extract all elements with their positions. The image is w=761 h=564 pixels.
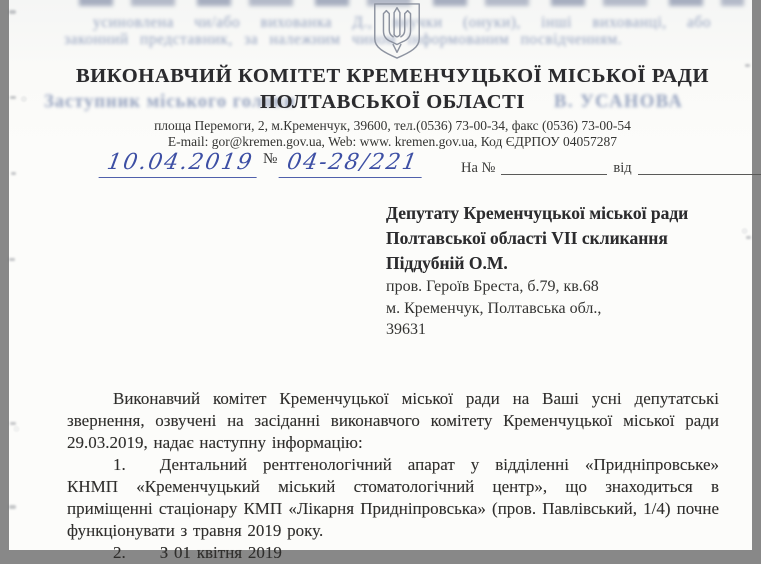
reply-reference-row <box>461 160 761 177</box>
item1-text: Дентальний рентгенологічний апарат у відділенні «Придніпровське» КНМП «Кременчуцький міський стоматологічний центр», що знаходиться в приміщенні стаціонару КМП «Лікарня Придніпровська» (пров. Павлівський, 1/4) почне функціонувати з травня 2019 року. <box>67 455 719 540</box>
recipient-block <box>386 201 731 341</box>
org-address-line: площа Перемоги, 2, м.Кременчук, 39600, тел.(0536) 73-00-34, факс (0536) 73-00-54 <box>154 118 631 133</box>
recipient-name: Піддубній О.М. <box>386 253 508 273</box>
item1-number: 1. <box>113 455 126 474</box>
recipient-street: пров. Героїв Бреста, б.79, кв.68 <box>386 278 599 295</box>
org-contact-line: E-mail: gor@kremen.gov.ua, Web: www. kremen.gov.ua, Код ЄДРПОУ 04057287 <box>167 133 618 149</box>
reply-date-blank <box>638 160 761 175</box>
outgoing-reference-row <box>101 150 424 178</box>
letterhead <box>21 63 761 149</box>
body-paragraph-intro: Виконавчий комітет Кременчуцької міської ради на Ваші усні депутатські звернення, озвучені на засіданні виконавчого комітету Кременчуцької міської ради 29.03.2019, надає наступну інформацію: <box>67 389 719 452</box>
letter-content <box>9 0 752 562</box>
bleedthrough-text-line: усиновлена чи/або вихованка Д., внучки (онуки), інші вихованці, або <box>93 14 712 31</box>
recipient-postal-code: 39631 <box>386 321 426 338</box>
bleedthrough-text-line: законний представник, за належним чином інформованим посвідченням. <box>64 31 623 48</box>
org-title-line1: ВИКОНАВЧИЙ КОМІТЕТ КРЕМЕНЧУЦЬКОЇ МІСЬКОЇ РАДИ <box>75 65 709 87</box>
item2-text-partial: З 01 квітня 2019 <box>159 543 282 562</box>
ukraine-trident-emblem-icon <box>366 2 428 60</box>
reply-vid-label: від <box>613 160 632 176</box>
scanned-letter-page <box>9 0 752 562</box>
bleedthrough-signature-name: В. УСАНОВА <box>554 92 684 112</box>
body-paragraph-item2-clipped <box>67 542 719 564</box>
handwritten-date: 10.04.2019 <box>99 150 262 178</box>
item2-number: 2. <box>113 543 126 562</box>
org-title-line2: ПОЛТАВСЬКОЇ ОБЛАСТІ <box>260 91 525 113</box>
number-sign: № <box>262 151 278 167</box>
handwritten-outgoing-number: 04-28/221 <box>279 150 427 178</box>
bleedthrough-signature-title: Заступник міського голови <box>44 92 296 112</box>
recipient-line: Депутату Кременчуцької міської ради <box>386 203 689 223</box>
recipient-city: м. Кременчук, Полтавська обл., <box>386 299 602 317</box>
recipient-line: Полтавської області VII скликання <box>386 228 668 248</box>
reply-number-blank <box>501 160 607 175</box>
body-paragraph-item1 <box>67 454 719 542</box>
letter-body <box>67 388 719 564</box>
reply-na-label: На № <box>461 160 496 176</box>
